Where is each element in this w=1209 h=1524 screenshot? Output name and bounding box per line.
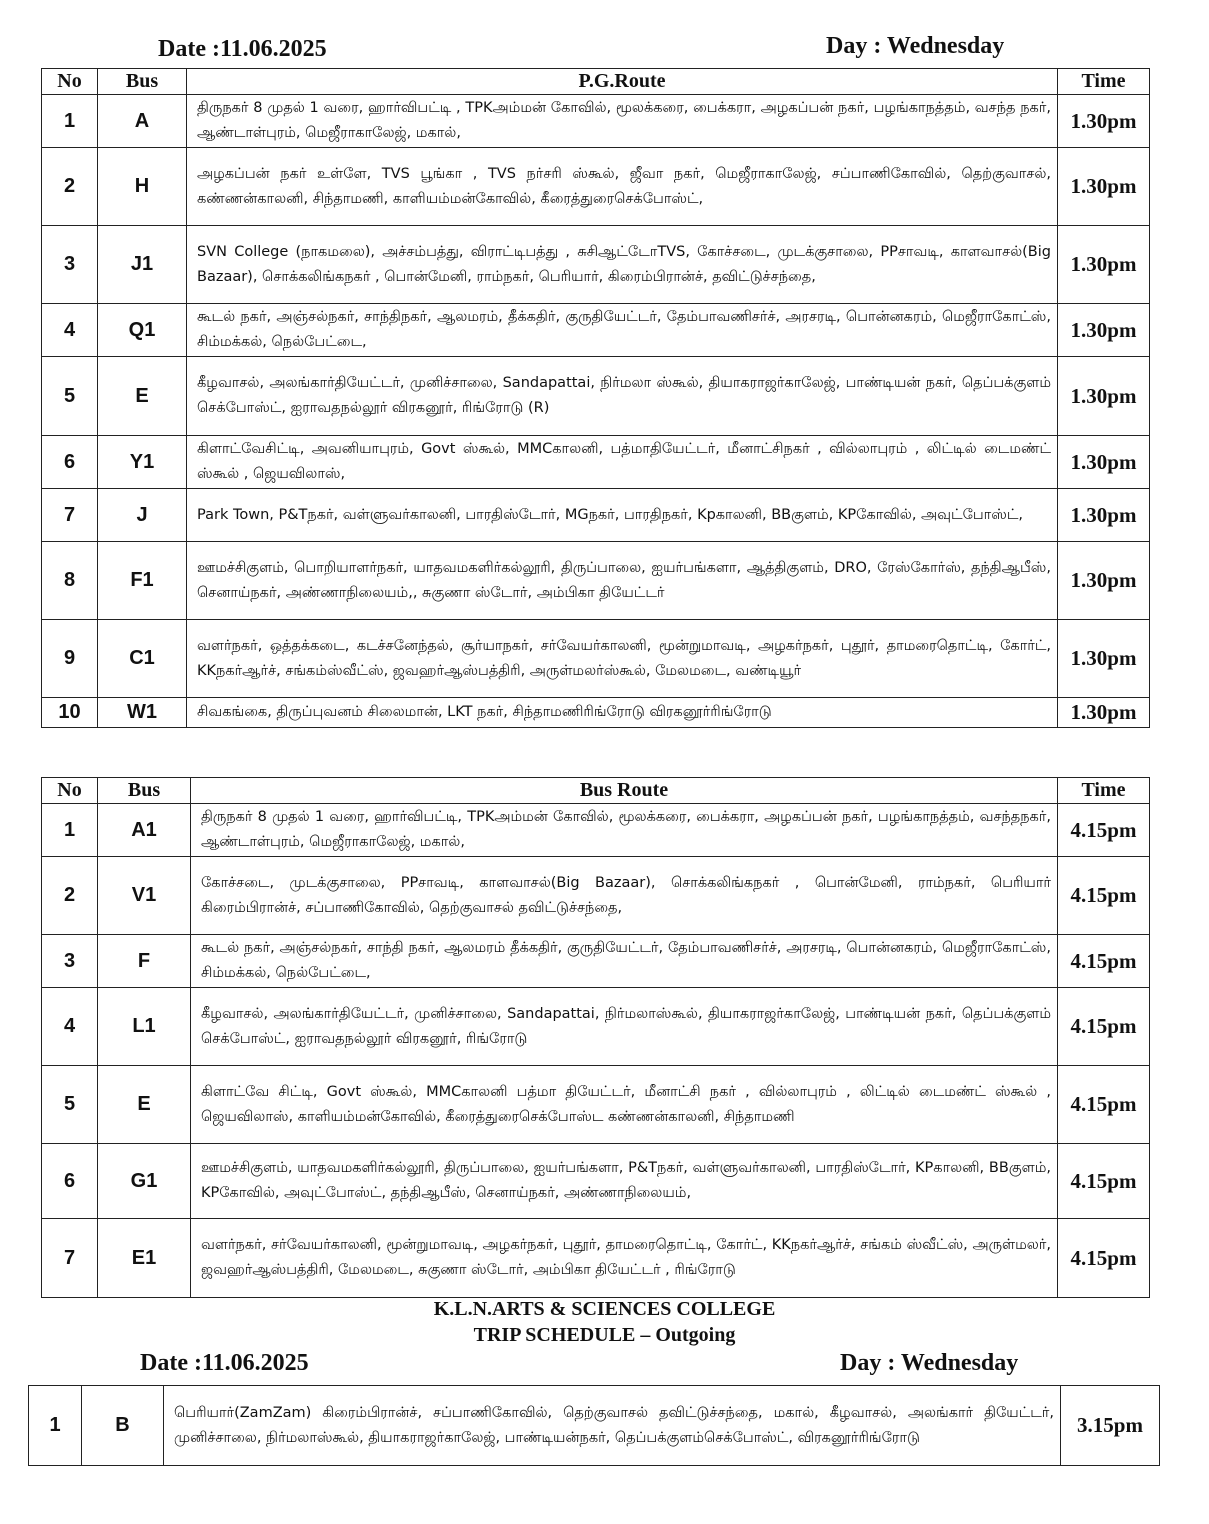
table-row bbox=[42, 698, 1150, 728]
departure-time: 4.15pm bbox=[1058, 935, 1150, 988]
bus-code: E bbox=[98, 1066, 191, 1144]
col-route-header: P.G.Route bbox=[187, 69, 1058, 95]
bus-code: L1 bbox=[98, 988, 191, 1066]
bus-code: C1 bbox=[98, 620, 187, 698]
pg-table-header bbox=[42, 69, 1150, 95]
pg-day: Day : Wednesday bbox=[826, 33, 1005, 59]
departure-time: 3.15pm bbox=[1061, 1386, 1160, 1466]
route-stops: கிளாட்வே சிட்டி, Govt ஸ்கூல், MMCகாலனி பத்மா தியேட்டர், மீனாட்சி நகர் , வில்லாபுரம் , லிட்டில் டைமண்ட் ஸ்கூல் , ஜெயவிலாஸ், காளியம்மன்கோவில், கீரைத்துரைசெக்போஸ்ட கண்ணன்காலனி, சிந்தாமணி bbox=[191, 1066, 1058, 1144]
route-stops: SVN College (நாகமலை), அச்சம்பத்து, விராட்டிபத்து , சுசிஆட்டோTVS, கோச்சடை, முடக்குசாலை, PPசாவடி, காளவாசல்(Big Bazaar), சொக்கலிங்கநகர் , பொன்மேனி, ராம்நகர், பெரியார், கிரைம்பிரான்ச், தவிட்டுச்சந்தை, bbox=[187, 226, 1058, 304]
bus-code: J1 bbox=[98, 226, 187, 304]
row-number: 7 bbox=[42, 489, 98, 542]
row-number: 8 bbox=[42, 542, 98, 620]
bus-code: E1 bbox=[98, 1219, 191, 1298]
departure-time: 1.30pm bbox=[1058, 436, 1150, 489]
departure-time: 4.15pm bbox=[1058, 1066, 1150, 1144]
departure-time: 1.30pm bbox=[1058, 698, 1150, 728]
bus-code: A1 bbox=[98, 804, 191, 857]
outgoing-date: Date :11.06.2025 bbox=[140, 1350, 309, 1376]
departure-time: 1.30pm bbox=[1058, 226, 1150, 304]
outgoing-day: Day : Wednesday bbox=[840, 1350, 1019, 1376]
departure-time: 4.15pm bbox=[1058, 1219, 1150, 1298]
route-stops: திருநகர் 8 முதல் 1 வரை, ஹார்விபட்டி , TPKஅம்மன் கோவில், மூலக்கரை, பைக்கரா, அழகப்பன் நகர், பழங்காநத்தம், வசந்த நகர், ஆண்டாள்புரம், மெஜீராகாலேஜ், மகால், bbox=[187, 95, 1058, 148]
bus-code: J bbox=[98, 489, 187, 542]
row-number: 3 bbox=[42, 226, 98, 304]
college-title: K.L.N.ARTS & SCIENCES COLLEGE bbox=[433, 1298, 776, 1320]
departure-time: 4.15pm bbox=[1058, 988, 1150, 1066]
outgoing-subtitle: TRIP SCHEDULE – Outgoing bbox=[473, 1324, 736, 1346]
bus-code: W1 bbox=[98, 698, 187, 728]
row-number: 7 bbox=[42, 1219, 98, 1298]
table-row bbox=[42, 804, 1150, 857]
col-route-header: Bus Route bbox=[191, 778, 1058, 804]
row-number: 3 bbox=[42, 935, 98, 988]
table-row bbox=[42, 620, 1150, 698]
col-time-header: Time bbox=[1058, 778, 1150, 804]
departure-time: 1.30pm bbox=[1058, 489, 1150, 542]
col-no-header: No bbox=[42, 69, 98, 95]
route-stops: வளர்நகர், ஒத்தக்கடை, கடச்சனேந்தல், சூர்யாநகர், சர்வேயர்காலனி, மூன்றுமாவடி, அழகர்நகர், புதூர், தாமரைதொட்டி, கோர்ட், KKநகர்ஆர்ச், சங்கம்ஸ்வீட்ஸ், ஜவஹர்ஆஸ்பத்திரி, அருள்மலர்ஸ்கூல், மேலமடை, வண்டியூர் bbox=[187, 620, 1058, 698]
col-time-header: Time bbox=[1058, 69, 1150, 95]
row-number: 6 bbox=[42, 1144, 98, 1219]
bus-code: Y1 bbox=[98, 436, 187, 489]
route-stops: கூடல் நகர், அஞ்சல்நகர், சாந்திநகர், ஆலமரம், தீக்கதிர், குருதியேட்டர், தேம்பாவணிசர்ச், அரசரடி, பொன்னகரம், மெஜீராகோட்ஸ், சிம்மக்கல், நெல்பேட்டை, bbox=[187, 304, 1058, 357]
route-stops: பெரியார்(ZamZam) கிரைம்பிரான்ச், சப்பாணிகோவில், தெற்குவாசல் தவிட்டுச்சந்தை, மகால், கீழவாசல், அலங்கார் தியேட்டர், முனிச்சாலை, நிர்மலாஸ்கூல், தியாகராஜர்காலேஜ், பாண்டியன்நகர், தெப்பக்குளம்செக்போஸ்ட், விரகனூர்ரிங்ரோடு bbox=[164, 1386, 1061, 1466]
bus-code: G1 bbox=[98, 1144, 191, 1219]
table-row bbox=[42, 542, 1150, 620]
departure-time: 1.30pm bbox=[1058, 148, 1150, 226]
pg-route-table bbox=[41, 68, 1150, 728]
table-row bbox=[42, 988, 1150, 1066]
bus-route-table bbox=[41, 777, 1150, 1298]
route-stops: கீழவாசல், அலங்கார்தியேட்டர், முனிச்சாலை, Sandapattai, நிர்மலாஸ்கூல், தியாகராஜர்காலேஜ், பாண்டியன் நகர், தெப்பக்குளம் செக்போஸ்ட், ஐராவதநல்லூர் விரகனூர், ரிங்ரோடு bbox=[191, 988, 1058, 1066]
bus-table-header bbox=[42, 778, 1150, 804]
col-bus-header: Bus bbox=[98, 778, 191, 804]
departure-time: 1.30pm bbox=[1058, 357, 1150, 436]
route-stops: அழகப்பன் நகர் உள்ளே, TVS பூங்கா , TVS நர்சரி ஸ்கூல், ஜீவா நகர், மெஜீராகாலேஜ், சப்பாணிகோவில், தெற்குவாசல், கண்ணன்காலனி, சிந்தாமணி, காளியம்மன்கோவில், கீரைத்துரைசெக்போஸ்ட், bbox=[187, 148, 1058, 226]
bus-code: F1 bbox=[98, 542, 187, 620]
bus-code: V1 bbox=[98, 857, 191, 935]
table-row bbox=[42, 935, 1150, 988]
row-number: 4 bbox=[42, 988, 98, 1066]
table-row bbox=[42, 1066, 1150, 1144]
departure-time: 1.30pm bbox=[1058, 542, 1150, 620]
table-row bbox=[42, 436, 1150, 489]
row-number: 9 bbox=[42, 620, 98, 698]
route-stops: சிவகங்கை, திருப்புவனம் சிலைமான், LKT நகர், சிந்தாமணிரிங்ரோடு விரகனூர்ரிங்ரோடு bbox=[187, 698, 1058, 728]
table-row bbox=[42, 489, 1150, 542]
table-row bbox=[42, 1219, 1150, 1298]
row-number: 5 bbox=[42, 1066, 98, 1144]
route-stops: வளர்நகர், சர்வேயர்காலனி, மூன்றுமாவடி, அழகர்நகர், புதூர், தாமரைதொட்டி, கோர்ட், KKநகர்ஆர்ச், சங்கம் ஸ்வீட்ஸ், அருள்மலர், ஜவஹர்ஆஸ்பத்திரி, மேலமடை, சுகுணா ஸ்டோர், அம்பிகா தியேட்டர் , ரிங்ரோடு bbox=[191, 1219, 1058, 1298]
outgoing-table bbox=[28, 1385, 1160, 1466]
bus-code: F bbox=[98, 935, 191, 988]
row-number: 1 bbox=[42, 95, 98, 148]
col-no-header: No bbox=[42, 778, 98, 804]
departure-time: 4.15pm bbox=[1058, 857, 1150, 935]
table-row bbox=[42, 226, 1150, 304]
route-stops: கிளாட்வேசிட்டி, அவனியாபுரம், Govt ஸ்கூல், MMCகாலனி, பத்மாதியேட்டர், மீனாட்சிநகர் , வில்லாபுரம் , லிட்டில் டைமண்ட் ஸ்கூல் , ஜெயவிலாஸ், bbox=[187, 436, 1058, 489]
table-row bbox=[42, 148, 1150, 226]
row-number: 2 bbox=[42, 148, 98, 226]
departure-time: 4.15pm bbox=[1058, 804, 1150, 857]
pg-date: Date :11.06.2025 bbox=[158, 36, 327, 62]
route-stops: கூடல் நகர், அஞ்சல்நகர், சாந்தி நகர், ஆலமரம் தீக்கதிர், குருதியேட்டர், தேம்பாவணிசர்ச், அரசரடி, பொன்னகரம், மெஜீராகோட்ஸ், சிம்மக்கல், நெல்பேட்டை, bbox=[191, 935, 1058, 988]
departure-time: 1.30pm bbox=[1058, 95, 1150, 148]
table-row bbox=[42, 857, 1150, 935]
row-number: 10 bbox=[42, 698, 98, 728]
row-number: 2 bbox=[42, 857, 98, 935]
table-row bbox=[42, 304, 1150, 357]
route-stops: திருநகர் 8 முதல் 1 வரை, ஹார்விபட்டி, TPKஅம்மன் கோவில், மூலக்கரை, பைக்கரா, அழகப்பன் நகர், பழங்காநத்தம், வசந்தநகர், ஆண்டாள்புரம், மெஜீராகாலேஜ், மகால், bbox=[191, 804, 1058, 857]
row-number: 4 bbox=[42, 304, 98, 357]
departure-time: 1.30pm bbox=[1058, 304, 1150, 357]
row-number: 1 bbox=[42, 804, 98, 857]
bus-code: B bbox=[82, 1386, 164, 1466]
bus-code: A bbox=[98, 95, 187, 148]
table-row bbox=[29, 1386, 1160, 1466]
row-number: 1 bbox=[29, 1386, 82, 1466]
bus-code: H bbox=[98, 148, 187, 226]
table-row bbox=[42, 357, 1150, 436]
table-row bbox=[42, 95, 1150, 148]
route-stops: ஊமச்சிகுளம், பொறியாளர்நகர், யாதவமகளிர்கல்லூரி, திருப்பாலை, ஐயர்பங்களா, ஆத்திகுளம், DRO, ரேஸ்கோர்ஸ், தந்திஆபீஸ், செனாய்நகர், அண்ணாநிலையம்,, சுகுணா ஸ்டோர், அம்பிகா தியேட்டர் bbox=[187, 542, 1058, 620]
bus-code: E bbox=[98, 357, 187, 436]
col-bus-header: Bus bbox=[98, 69, 187, 95]
departure-time: 1.30pm bbox=[1058, 620, 1150, 698]
table-row bbox=[42, 1144, 1150, 1219]
departure-time: 4.15pm bbox=[1058, 1144, 1150, 1219]
row-number: 6 bbox=[42, 436, 98, 489]
row-number: 5 bbox=[42, 357, 98, 436]
route-stops: Park Town, P&Tநகர், வள்ளுவர்காலனி, பாரதிஸ்டோர், MGநகர், பாரதிநகர், Kpகாலனி, BBகுளம், KPகோவில், அவுட்போஸ்ட், bbox=[187, 489, 1058, 542]
route-stops: கோச்சடை, முடக்குசாலை, PPசாவடி, காளவாசல்(Big Bazaar), சொக்கலிங்கநகர் , பொன்மேனி, ராம்நகர், பெரியார் கிரைம்பிரான்ச், சப்பாணிகோவில், தெற்குவாசல் தவிட்டுச்சந்தை, bbox=[191, 857, 1058, 935]
route-stops: ஊமச்சிகுளம், யாதவமகளிர்கல்லூரி, திருப்பாலை, ஐயர்பங்களா, P&Tநகர், வள்ளுவர்காலனி, பாரதிஸ்டோர், KPகாலனி, BBகுளம், KPகோவில், அவுட்போஸ்ட், தந்திஆபீஸ், செனாய்நகர், அண்ணாநிலையம், bbox=[191, 1144, 1058, 1219]
bus-code: Q1 bbox=[98, 304, 187, 357]
route-stops: கீழவாசல், அலங்கார்தியேட்டர், முனிச்சாலை, Sandapattai, நிர்மலா ஸ்கூல், தியாகராஜர்காலேஜ், பாண்டியன் நகர், தெப்பக்குளம் செக்போஸ்ட், ஐராவதநல்லூர் விரகனூர், ரிங்ரோடு (R) bbox=[187, 357, 1058, 436]
